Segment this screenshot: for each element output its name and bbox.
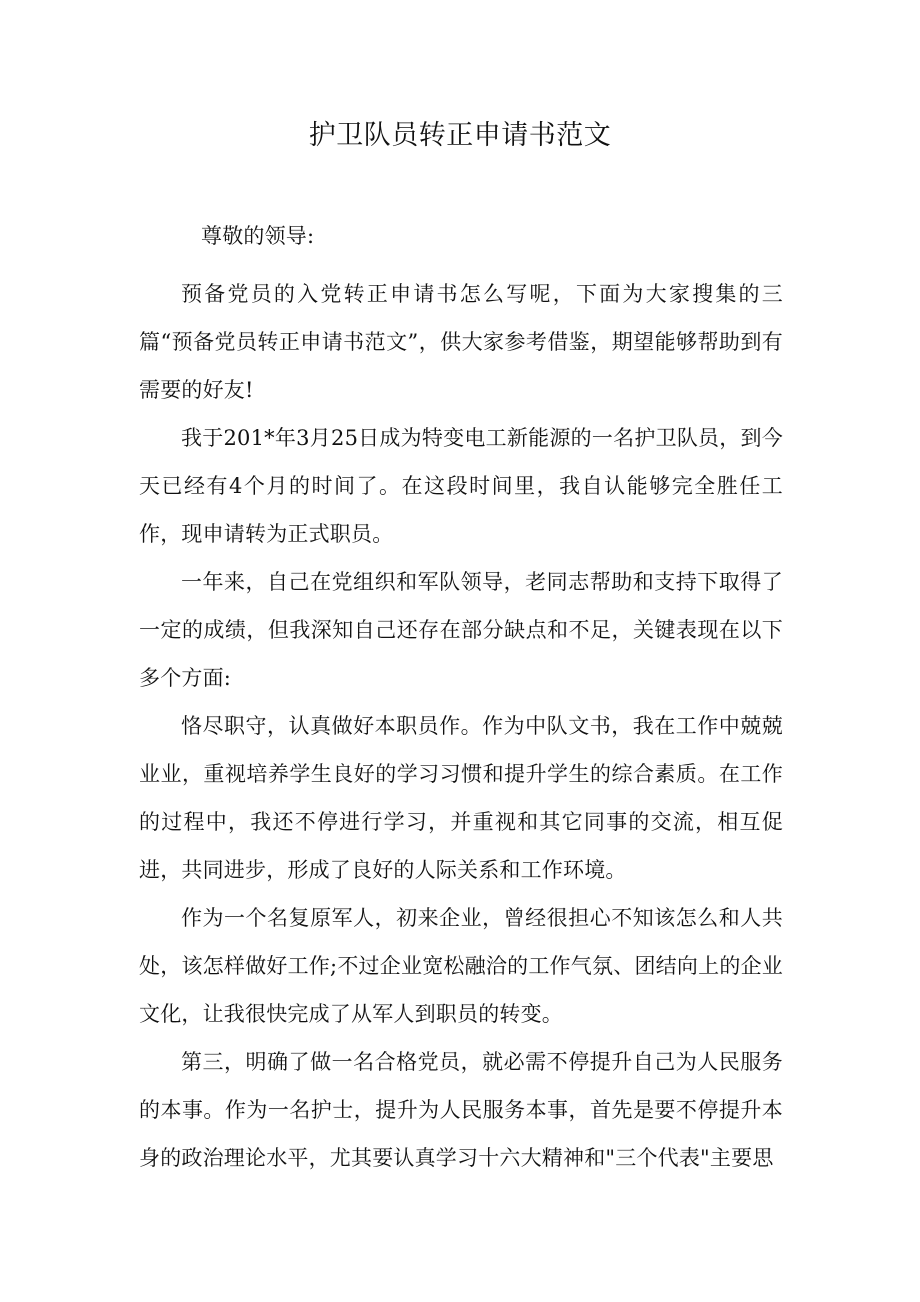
salutation: 尊敬的领导: (201, 224, 315, 248)
body-paragraph: 一年来，自己在党组织和军队领导，老同志帮助和支持下取得了一定的成绩，但我深知自己还存在部分缺点和不足，关键表现在以下多个方面: (139, 570, 783, 690)
document-body (139, 212, 783, 1182)
body-paragraph: 预备党员的入党转正申请书怎么写呢，下面为大家搜集的三篇“预备党员转正申请书范文”，供大家参考借鉴，期望能够帮助到有需要的好友! (139, 282, 783, 402)
body-paragraph: 我于201*年3月25日成为特变电工新能源的一名护卫队员，到今天已经有4个月的时间了。在这段时间里，我自认能够完全胜任工作，现申请转为正式职员。 (139, 426, 783, 546)
body-paragraph: 作为一个名复原军人，初来企业，曾经很担心不知该怎么和人共处，该怎样做好工作;不过企业宽松融洽的工作气氛、团结向上的企业文化，让我很快完成了从军人到职员的转变。 (139, 906, 783, 1026)
body-paragraph: 第三，明确了做一名合格党员，就必需不停提升自己为人民服务的本事。作为一名护士，提升为人民服务本事，首先是要不停提升本身的政治理论水平，尤其要认真学习十六大精神和"三个代表"主要思 (139, 1050, 783, 1170)
document-title: 护卫队员转正申请书范文 (308, 120, 612, 151)
body-paragraph: 恪尽职守，认真做好本职员作。作为中队文书，我在工作中兢兢业业，重视培养学生良好的学习习惯和提升学生的综合素质。在工作的过程中，我还不停进行学习，并重视和其它同事的交流，相互促进，共同进步，形成了良好的人际关系和工作环境。 (139, 714, 783, 882)
